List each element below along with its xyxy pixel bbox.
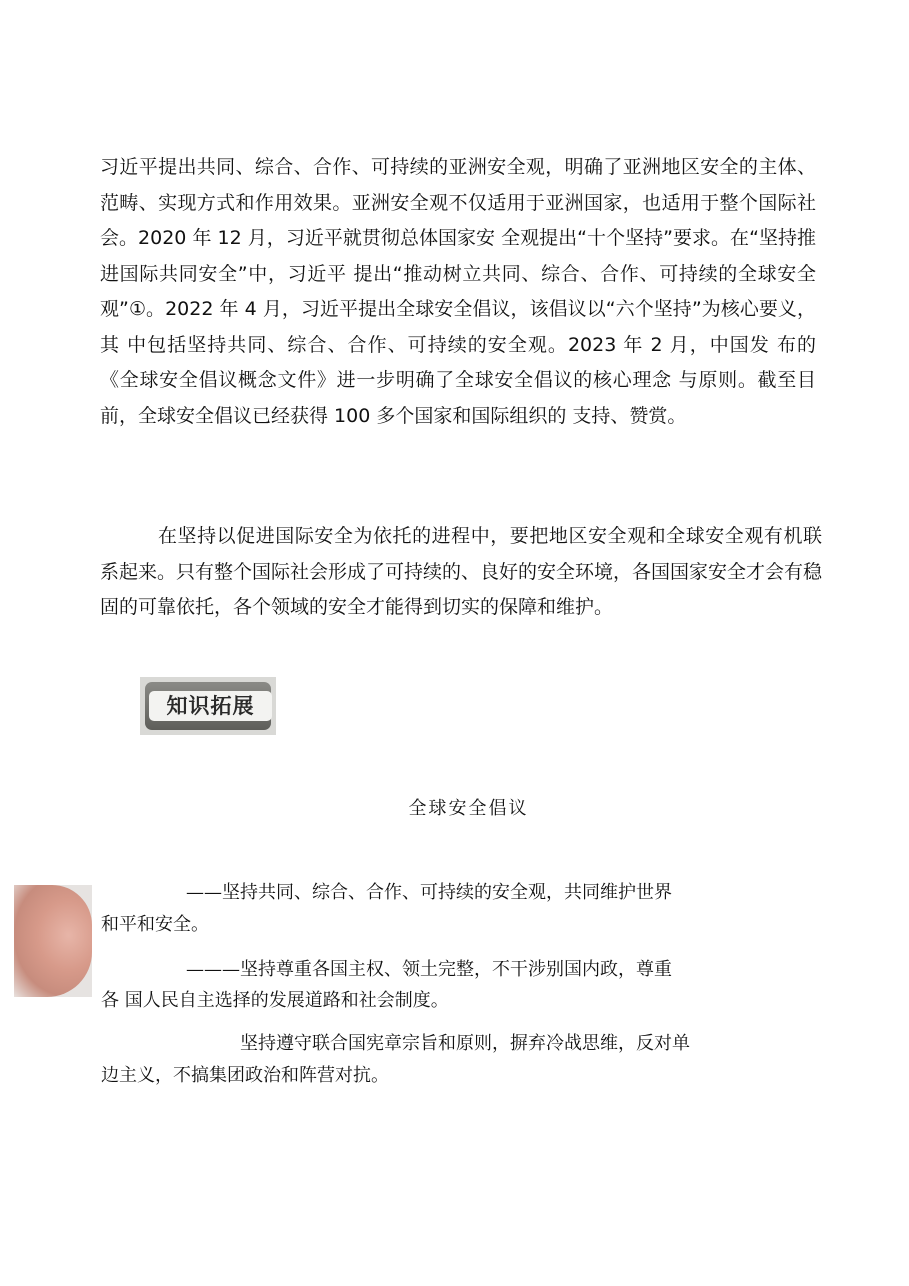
- initiative-item-2-line-1: ———坚持尊重各国主权、领土完整，不干涉别国内政，尊重: [186, 959, 672, 980]
- extension-title: 全球安全倡议: [408, 798, 529, 819]
- initiative-item-2-line-2: 各 国人民自主选择的发展道路和社会制度。: [101, 990, 449, 1011]
- body-paragraph-2: 在坚持以促进国际安全为依托的进程中，要把地区安全观和全球安全观有机联系起来。只有整个国际社会形成了可持续的、良好的安全环境，各国国家安全才会有稳固的可靠依托，各个领域的安全才能得到切实的保障和维护。: [100, 525, 823, 618]
- initiative-item-3-line-1: 坚持遵守联合国宪章宗旨和原则，摒弃冷战思维，反对单: [240, 1033, 690, 1054]
- knowledge-badge-icon: [140, 677, 276, 735]
- body-paragraph-1: 习近平提出共同、综合、合作、可持续的亚洲安全观，明确了亚洲地区安全的主体、范畴、实现方式和作用效果。亚洲安全观不仅适用于亚洲国家，也适用于整个国际社会。2020 年 12 月，习近平就贯彻总体国家安 全观提出“十个坚持”要求。在“坚持推进国际共同安全”中，习近平 提出“推动树立共同、综合、合作、可持续的全球安全观”①。2022 年 4 月，习近平提出全球安全倡议，该倡议以“六个坚持”为核心要义，其 中包括坚持共同、综合、合作、可持续的安全观。2023 年 2 月，中国发 布的《全球安全倡议概念文件》进一步明确了全球安全倡议的核心理念 与原则。截至目前，全球安全倡议已经获得 100 多个国家和国际组织的 支持、赞赏。: [100, 156, 816, 427]
- badge-frame: [145, 682, 271, 730]
- thumb-photo: [14, 885, 92, 997]
- initiative-item-3-line-2: 边主义，不搞集团政治和阵营对抗。: [101, 1065, 389, 1086]
- initiative-item-1-line-2: 和平和安全。: [101, 914, 209, 935]
- initiative-item-1-line-1: ——坚持共同、综合、合作、可持续的安全观，共同维护世界: [186, 882, 672, 903]
- badge-label: 知识拓展: [149, 691, 272, 721]
